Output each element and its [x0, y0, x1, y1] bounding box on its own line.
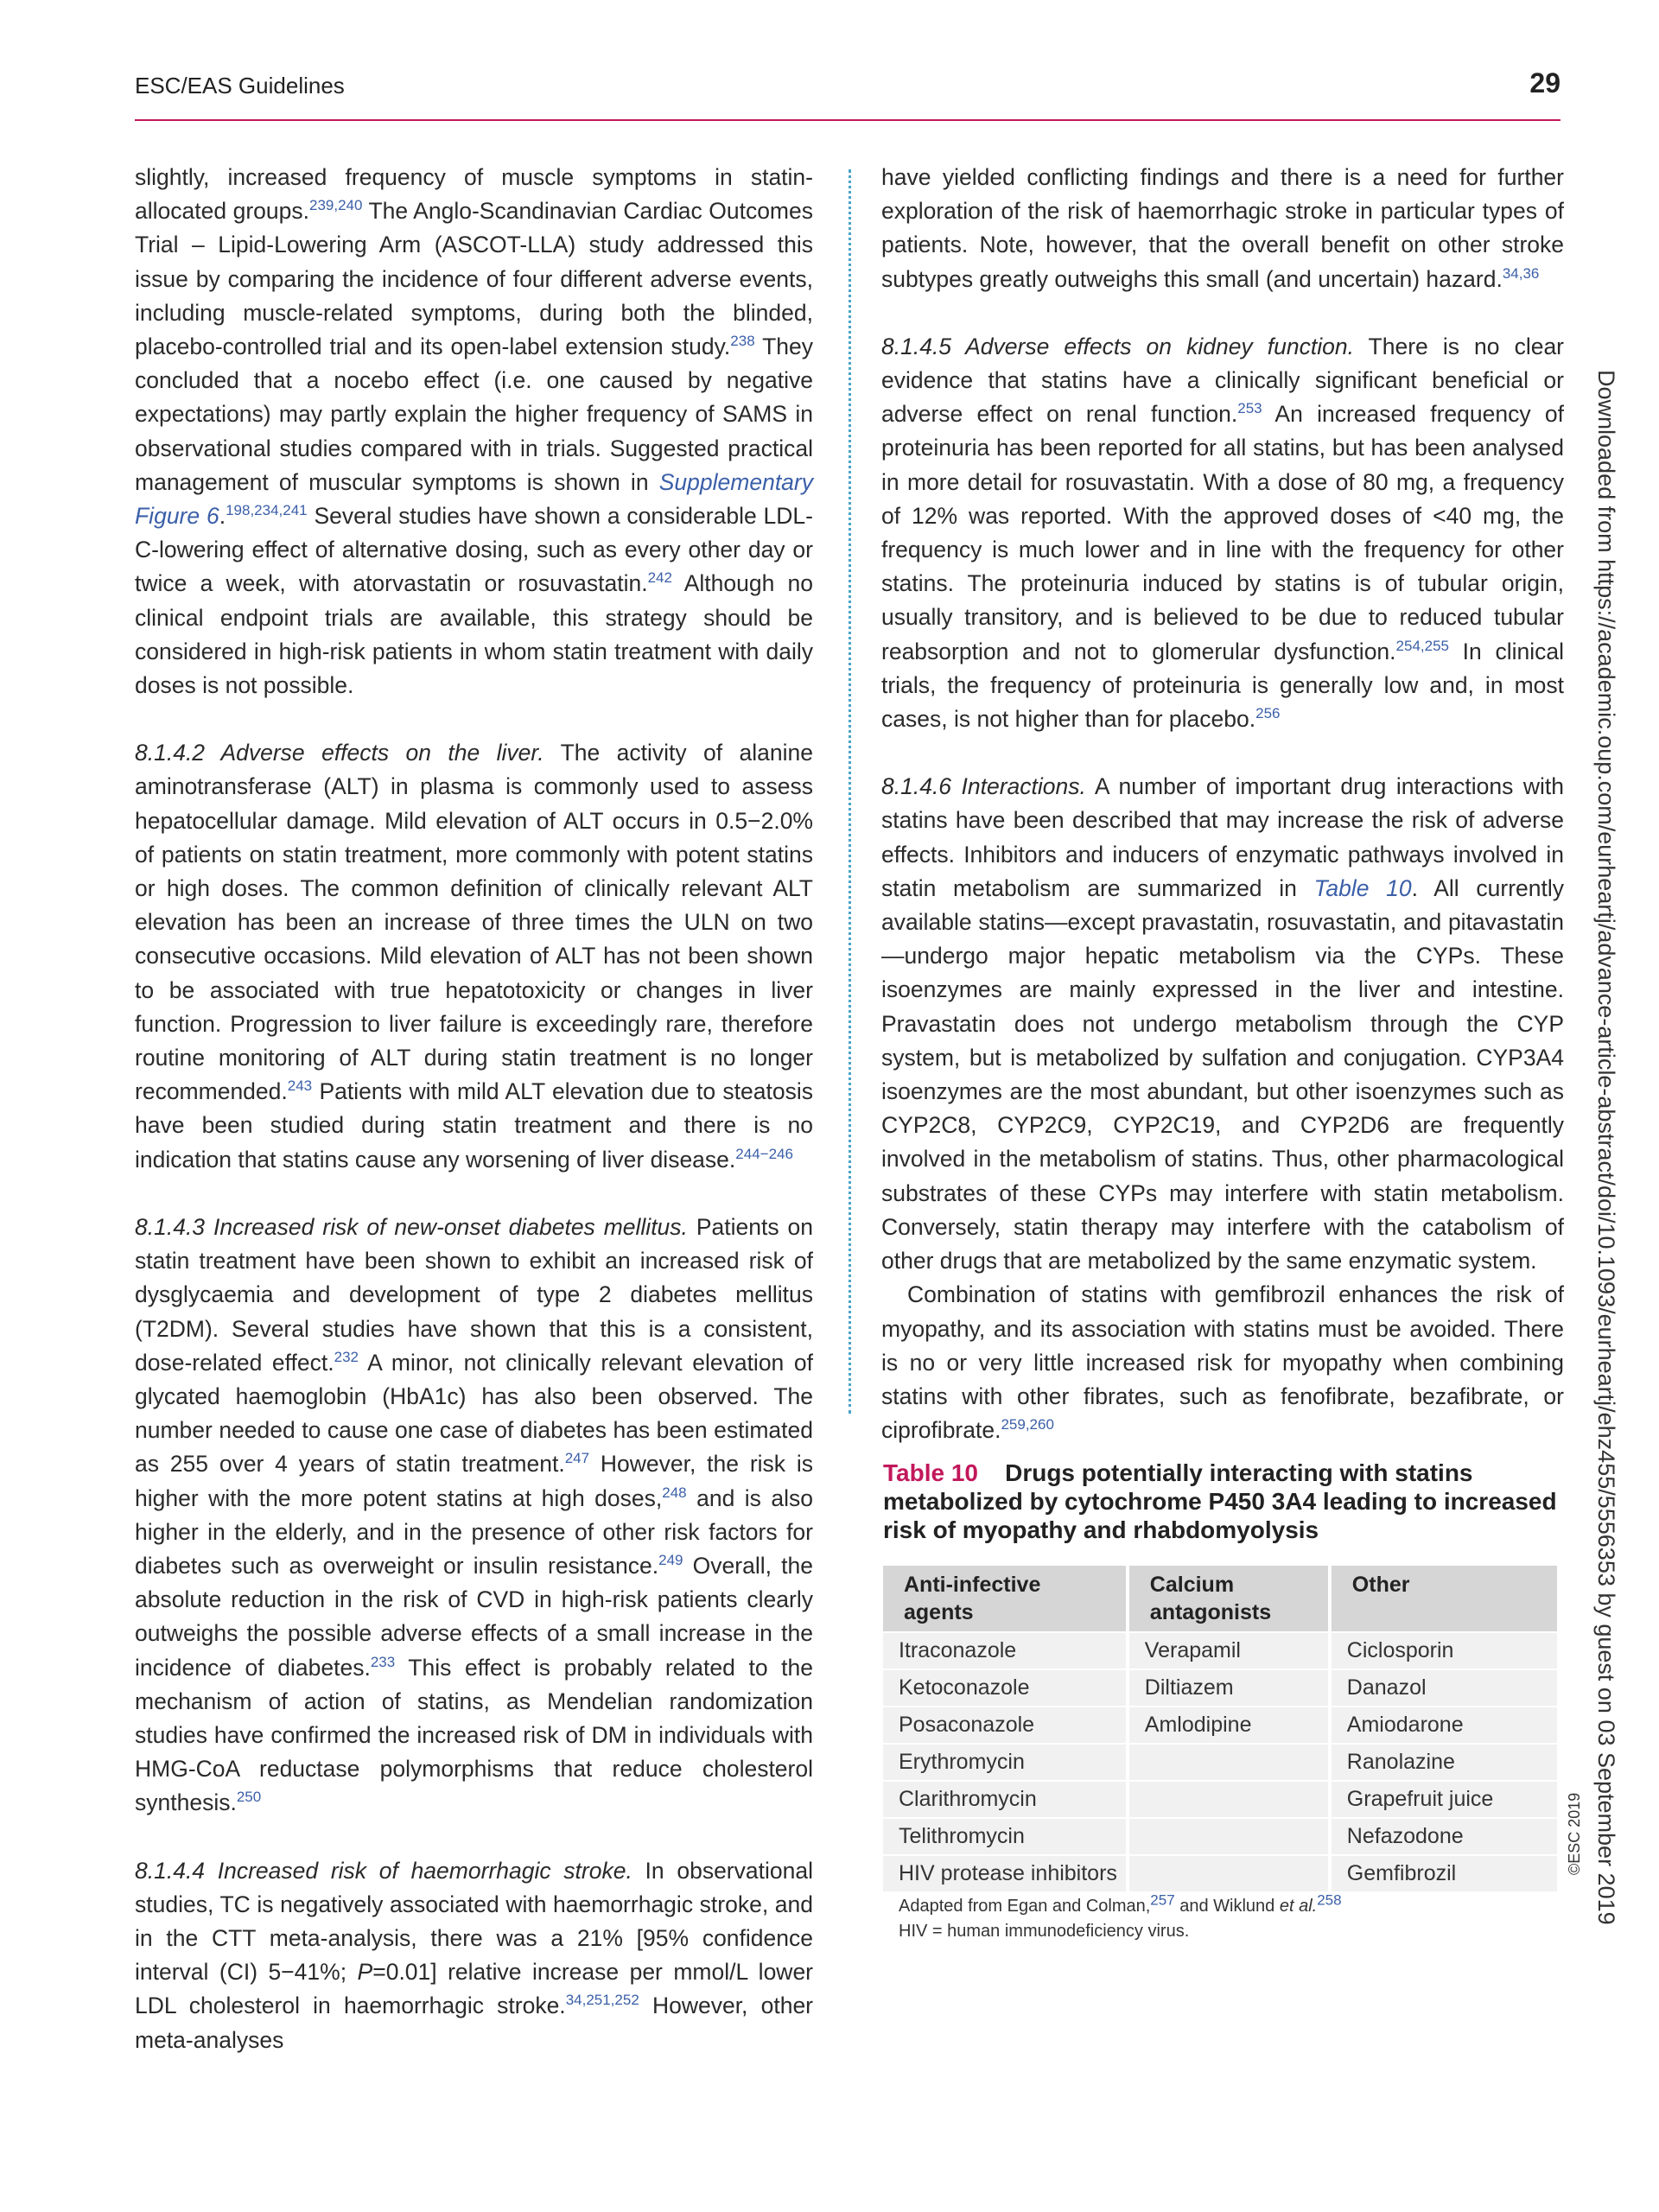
table-title	[883, 1459, 1557, 1544]
column-header: Anti-infective agents	[883, 1566, 1126, 1631]
reference[interactable]: 232	[334, 1348, 359, 1365]
paragraph-muscle-symptoms	[135, 161, 813, 702]
reference[interactable]: 249	[658, 1552, 683, 1569]
reference[interactable]: 243	[287, 1077, 313, 1095]
reference[interactable]: 247	[564, 1450, 590, 1467]
section-heading: 8.1.4.6 Interactions.	[881, 773, 1086, 800]
table-10-link[interactable]: Table 10	[1313, 874, 1412, 901]
table-row	[883, 1856, 1557, 1891]
section-heading: 8.1.4.2 Adverse effects on the liver.	[135, 740, 544, 766]
reference[interactable]: 242	[647, 569, 672, 587]
left-column	[135, 161, 813, 2057]
table-footnote	[899, 1891, 1342, 1944]
text: Patients on statin treatment have been shown to exhibit an increased risk of dysglycaemia and development of type 2 diabetes mellitus (T2DM). Several studies have shown that this is a consistent, dose-related effect.	[135, 1213, 813, 1376]
text: A minor, not clinically relevant elevation of glycated haemoglobin (HbA1c) has also been observed. The number needed to cause one case of diabetes has been estimated as 255 over 4 years of statin treatment.	[135, 1349, 813, 1478]
section-heading: 8.1.4.4 Increased risk of haemorrhagic stroke.	[135, 1857, 632, 1884]
table-cell: Verapamil	[1126, 1633, 1328, 1669]
table-cell: Ciclosporin	[1328, 1633, 1557, 1669]
text: In observational studies, TC is negatively associated with haemorrhagic stroke, and in the CTT meta-analysis, there was a 21% [95% confidence interval (CI) 5−41%;	[135, 1857, 813, 1986]
text: have yielded conflicting findings and there is a need for further exploration of the risk of haemorrhagic stroke in particular types of patients. Note, however, that the overall benefit on other stroke subtypes greatly outweighs this small (and uncertain) hazard.	[881, 164, 1564, 292]
text: and is also higher in the elderly, and in the presence of other risk factors for diabetes such as overweight or insulin resistance.	[135, 1484, 813, 1579]
section-heading: 8.1.4.5 Adverse effects on kidney function.	[881, 333, 1354, 359]
journal-name: ESC/EAS Guidelines	[135, 73, 345, 99]
text: They concluded that a nocebo effect (i.e. one caused by negative expectations) may partly explain the higher frequency of SAMS in observational studies compared with in trials. Suggested practical management of muscular symptoms is shown in	[135, 334, 813, 495]
reference[interactable]: 257	[1150, 1891, 1175, 1909]
table-cell	[1126, 1782, 1328, 1817]
reference[interactable]: 254,255	[1395, 637, 1449, 654]
reference[interactable]: 248	[662, 1484, 687, 1501]
text: Overall, the absolute reduction in the risk of CVD in high-risk patients clearly outweighs the possible adverse effects of a small increase in the incidence of diabetes.	[135, 1552, 813, 1681]
text: et al.	[1279, 1897, 1318, 1916]
text: Patients with mild ALT elevation due to steatosis have been studied during statin treatment and there is no indication that statins cause any worsening of liver disease.	[135, 1078, 813, 1173]
text: An increased frequency of proteinuria has been reported for all statins, but has been analysed in more detail for rosuvastatin. With a dose of 80 mg, a frequency of 12% was reported. With the approved doses of <40 mg, the frequency is much lower and in line with the frequency for other statins. The proteinuria induced by statins is of tubular origin, usually transitory, and is believed to be due to reduced tubular reabsorption and not to glomerular dysfunction.	[881, 401, 1564, 664]
copyright-mark: ©ESC 2019	[1566, 1792, 1583, 1875]
table-cell: Clarithromycin	[883, 1782, 1126, 1817]
page-number: 29	[1529, 67, 1560, 99]
text: =0.01] relative increase per mmol/L lower LDL cholesterol in haemorrhagic stroke.	[135, 1959, 814, 2019]
paragraph-stroke-continued	[881, 161, 1564, 296]
paragraph-liver	[135, 736, 813, 1177]
table-cell: Nefazodone	[1328, 1819, 1557, 1854]
table-header-row	[883, 1566, 1557, 1631]
table-cell: Amiodarone	[1328, 1707, 1557, 1743]
p-value-label: P	[357, 1959, 373, 1986]
reference[interactable]: 238	[730, 333, 755, 350]
reference[interactable]: 244−246	[735, 1145, 793, 1162]
reference[interactable]: 198,234,241	[226, 502, 308, 519]
reference[interactable]: 259,260	[1001, 1416, 1054, 1433]
reference[interactable]: 258	[1317, 1891, 1342, 1909]
download-side-note: Downloaded from https://academic.oup.com/eurheartj/advance-article-abstract/doi/10.1093/eurheartj/ehz455/5556353 by guest on 03 September 2019	[1593, 370, 1619, 1925]
text: slightly, increased frequency of muscle symptoms in statin-allocated groups.	[135, 164, 813, 225]
text: In clinical trials, the frequency of proteinuria is generally low and, in most cases, is not higher than for placebo.	[881, 638, 1564, 733]
right-column	[881, 161, 1564, 1447]
table-row	[883, 1633, 1557, 1669]
table-cell: HIV protease inhibitors	[883, 1856, 1126, 1891]
table-cell: Ketoconazole	[883, 1670, 1126, 1706]
table-row	[883, 1707, 1557, 1743]
table-cell	[1126, 1745, 1328, 1780]
reference[interactable]: 34,36	[1502, 264, 1540, 282]
column-header: Other	[1328, 1566, 1557, 1631]
text: This effect is probably related to the mechanism of action of statins, as Mendelian randomization studies have confirmed the increased risk of DM in individuals with HMG-CoA reductase polymorphisms that reduce cholesterol synthesis.	[135, 1654, 814, 1816]
table-cell: Danazol	[1328, 1670, 1557, 1706]
table-cell: Gemfibrozil	[1328, 1856, 1557, 1891]
text: The activity of alanine aminotransferase (ALT) in plasma is commonly used to assess hepatocellular damage. Mild elevation of ALT occurs in 0.5−2.0% of patients on statin treatment, more commonly with potent statins or high doses. The common definition of clinically relevant ALT elevation has been an increase of three times the ULN on two consecutive occasions. Mild elevation of ALT has not been shown to be associated with true hepatotoxicity or changes in liver function. Progression to liver failure is exceedingly rare, therefore routine monitoring of ALT during statin treatment is no longer recommended.	[135, 740, 813, 1105]
abbreviation-note: HIV = human immunodeficiency virus.	[899, 1922, 1190, 1941]
paragraph-gemfibrozil	[881, 1278, 1564, 1447]
text: Several studies have shown a considerable LDL-C-lowering effect of alternative dosing, such as every other day or twice a week, with atorvastatin or rosuvastatin.	[135, 503, 813, 597]
table-cell: Grapefruit juice	[1328, 1782, 1557, 1817]
table-cell: Ranolazine	[1328, 1745, 1557, 1780]
text: Although no clinical endpoint trials are available, this strategy should be considered in high-risk patients in whom statin treatment with daily doses is not possible.	[135, 570, 813, 699]
column-divider	[849, 169, 851, 1414]
reference[interactable]: 250	[236, 1789, 262, 1806]
column-header: Calcium antagonists	[1126, 1566, 1328, 1631]
paragraph-diabetes	[135, 1211, 813, 1821]
reference[interactable]: 253	[1237, 400, 1262, 417]
supplementary-figure-link[interactable]: Supplementary Figure 6	[135, 468, 813, 530]
paragraph-kidney	[881, 330, 1564, 736]
table-row	[883, 1819, 1557, 1854]
table-row	[883, 1745, 1557, 1780]
text: Adapted from Egan and Colman,	[899, 1897, 1151, 1916]
table-cell: Erythromycin	[883, 1745, 1126, 1780]
text: A number of important drug interactions with statins have been described that may increase the risk of adverse effects. Inhibitors and inducers of enzymatic pathways involved in statin metabolism are summarized in	[881, 773, 1564, 901]
table-row	[883, 1670, 1557, 1706]
table-row	[883, 1782, 1557, 1817]
paragraph-haemorrhagic-stroke	[135, 1854, 813, 2057]
text: There is no clear evidence that statins have a clinically significant beneficial or adverse effect on renal function.	[881, 333, 1565, 428]
table-cell	[1126, 1819, 1328, 1854]
section-heading: 8.1.4.3 Increased risk of new-onset diabetes mellitus.	[135, 1213, 688, 1240]
drug-interaction-table	[883, 1564, 1557, 1893]
table-cell	[1126, 1856, 1328, 1891]
text: .	[219, 503, 226, 530]
page-header	[135, 67, 1560, 121]
text: However, the risk is higher with the more potent statins at high doses,	[135, 1451, 813, 1511]
text: Combination of statins with gemfibrozil enhances the risk of myopathy, and its association with statins must be avoided. There is no or very little increased risk for myopathy when combining statins with other fibrates, such as fenofibrate, bezafibrate, or ciprofibrate.	[881, 1281, 1564, 1444]
table-cell: Diltiazem	[1126, 1670, 1328, 1706]
table-cell: Amlodipine	[1126, 1707, 1328, 1743]
text: and Wiklund	[1174, 1897, 1280, 1916]
text: . All currently available statins—except pravastatin, rosuvastatin, and pitavastatin—undergo major hepatic metabolism via the CYPs. These isoenzymes are mainly expressed in the liver and intestine. Pravastatin does not undergo metabolism through the CYP system, but is metabolized by sulfation and conjugation. CYP3A4 isoenzymes are the most abundant, but other isoenzymes such as CYP2C8, CYP2C9, CYP2C19, and CYP2D6 are frequently involved in the metabolism of statins. Thus, other pharmacological substrates of these CYPs may interfere with statin metabolism. Conversely, statin therapy may interfere with the catabolism of other drugs that are metabolized by the same enzymatic system.	[881, 874, 1564, 1274]
paragraph-interactions	[881, 770, 1564, 1278]
text: The Anglo-Scandinavian Cardiac Outcomes Trial – Lipid-Lowering Arm (ASCOT-LLA) study addressed this issue by comparing the incidence of four different adverse events, including muscle-related symptoms, during both the blinded, placebo-controlled trial and its open-label extension study.	[135, 198, 813, 360]
reference[interactable]: 233	[370, 1653, 396, 1670]
reference[interactable]: 239,240	[308, 197, 363, 214]
text: However, other meta-analyses	[135, 1993, 814, 2053]
table-cell: Telithromycin	[883, 1819, 1126, 1854]
table-number: Table 10	[883, 1459, 978, 1486]
table-caption: Drugs potentially interacting with statins metabolized by cytochrome P450 3A4 leading to increased risk of myopathy and rhabdomyolysis	[883, 1459, 1557, 1543]
table-source-note	[899, 1891, 1342, 1919]
reference[interactable]: 34,251,252	[565, 1992, 639, 2009]
table-cell: Posaconazole	[883, 1707, 1126, 1743]
reference[interactable]: 256	[1255, 705, 1281, 722]
table-cell: Itraconazole	[883, 1633, 1126, 1669]
